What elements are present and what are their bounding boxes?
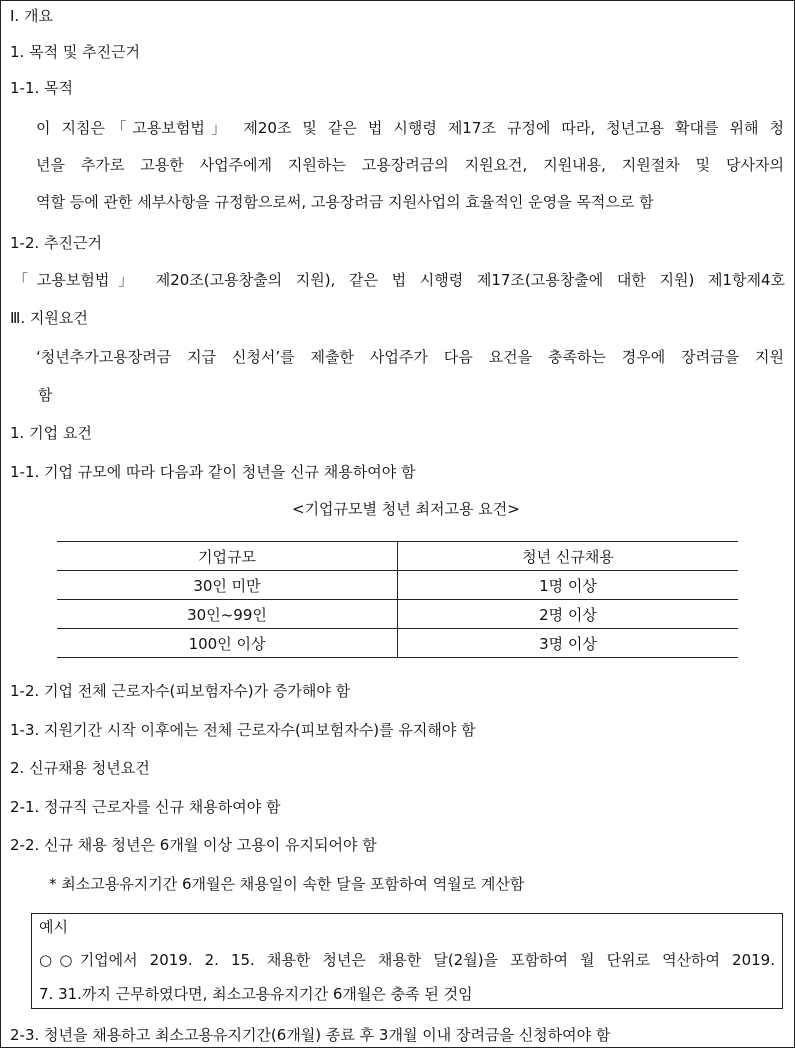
legal-basis-paragraph: 「고용보험법」 제20조(고용창출의 지원), 같은 법 시행령 제17조(고용창출에 대한 지원) 제1항제4호: [13, 271, 785, 289]
requirements-intro-line-1: ‘청년추가고용장려금 지급 신청서’를 제출한 사업주가 다음 요건을 충족하는 경우에 장려금을 지원: [36, 348, 784, 366]
example-line-1: ○○기업에서 2019. 2. 15. 채용한 청년은 채용한 달(2월)을 포함하여 월 단위로 역산하여 2019.: [39, 951, 775, 969]
table-cell-hires: 1명 이상: [398, 571, 739, 600]
table-cell-hires: 2명 이상: [398, 600, 739, 629]
purpose-paragraph-line-3: 역할 등에 관한 세부사항을 규정함으로써, 고용장려금 지원사업의 효율적인 운영을 목적으로 함: [36, 193, 654, 211]
example-line-2: 7. 31.까지 근무하였다면, 최소고용유지기간 6개월은 충족 된 것임: [39, 985, 473, 1003]
heading-company-size-rule: 1-1. 기업 규모에 따라 다음과 같이 청년을 신규 채용하여야 함: [10, 463, 416, 481]
heading-purpose-basis: 1. 목적 및 추진근거: [10, 43, 141, 61]
table-cell-hires: 3명 이상: [398, 629, 739, 658]
table-row: [57, 571, 738, 600]
heading-increase-workers: 1-2. 기업 전체 근로자수(피보험자수)가 증가해야 함: [10, 682, 351, 700]
heading-six-month-retention: 2-2. 신규 채용 청년은 6개월 이상 고용이 유지되어야 함: [10, 836, 377, 854]
purpose-paragraph-line-2: 년을 추가로 고용한 사업주에게 지원하는 고용장려금의 지원요건, 지원내용, 지원절차 및 당사자의: [36, 156, 784, 174]
table-cell-size: 100인 이상: [57, 629, 398, 658]
table-cell-size: 30인 미만: [57, 571, 398, 600]
table-row: [57, 629, 738, 658]
section-1-title: Ⅰ. 개요: [10, 7, 53, 25]
retention-note: * 최소고용유지기간 6개월은 채용일이 속한 달을 포함하여 역월로 계산함: [49, 875, 525, 893]
heading-legal-basis: 1-2. 추진근거: [10, 234, 102, 252]
example-label: 예시: [39, 918, 68, 936]
heading-company-requirements: 1. 기업 요건: [10, 424, 92, 442]
table-header-row: [57, 542, 738, 571]
purpose-paragraph-line-1: 이 지침은「고용보험법」 제20조 및 같은 법 시행령 제17조 규정에 따라, 청년고용 확대를 위해 청: [36, 119, 784, 137]
table-header-company-size: 기업규모: [57, 542, 398, 571]
heading-regular-employee: 2-1. 정규직 근로자를 신규 채용하여야 함: [10, 798, 281, 816]
table-row: [57, 600, 738, 629]
heading-application-deadline: 2-3. 청년을 채용하고 최소고용유지기간(6개월) 종료 후 3개월 이내 장려금을 신청하여야 함: [10, 1026, 611, 1044]
table-header-new-hires: 청년 신규채용: [398, 542, 739, 571]
heading-purpose: 1-1. 목적: [10, 79, 74, 97]
section-3-title: Ⅲ. 지원요건: [10, 309, 88, 327]
table-caption: <기업규모별 청년 최저고용 요건>: [292, 500, 520, 518]
requirements-intro-line-2: 함: [38, 386, 53, 404]
hiring-requirements-table: [57, 541, 738, 658]
heading-maintain-workers: 1-3. 지원기간 시작 이후에는 전체 근로자수(피보험자수)를 유지해야 함: [10, 721, 476, 739]
heading-youth-requirements: 2. 신규채용 청년요건: [10, 759, 150, 777]
table-cell-size: 30인~99인: [57, 600, 398, 629]
